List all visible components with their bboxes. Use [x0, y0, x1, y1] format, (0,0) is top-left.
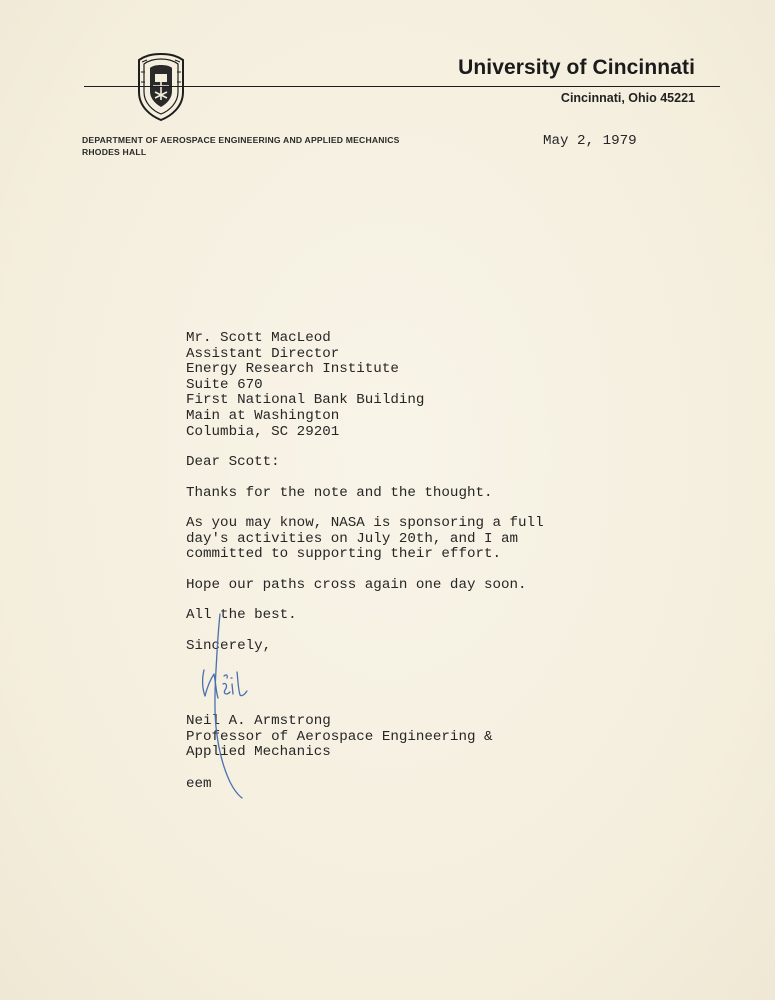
building-name: RHODES HALL — [82, 146, 147, 157]
letter-date: May 2, 1979 — [543, 133, 637, 149]
body-paragraph-2-line-1: As you may know, NASA is sponsoring a full — [186, 515, 544, 531]
typist-initials: eem — [186, 776, 212, 792]
body-paragraph-4: All the best. — [186, 607, 297, 623]
recipient-line: Suite 670 — [186, 376, 263, 393]
recipient-line: Energy Research Institute — [186, 361, 399, 378]
university-name: University of Cincinnati — [458, 56, 695, 79]
letterhead-rule — [84, 86, 720, 87]
body-paragraph-2-line-2: day's activities on July 20th, and I am — [186, 531, 519, 547]
body-paragraph-2-line-3: committed to supporting their effort. — [186, 546, 502, 562]
signer-title-line-2: Applied Mechanics — [186, 744, 331, 761]
department-block — [82, 135, 400, 158]
body-paragraph-3: Hope our paths cross again one day soon. — [186, 577, 527, 593]
recipient-line: First National Bank Building — [186, 392, 425, 409]
recipient-line: Assistant Director — [186, 345, 340, 362]
recipient-line: Mr. Scott MacLeod — [186, 330, 331, 346]
signer-title-line-1: Professor of Aerospace Engineering & — [186, 728, 493, 745]
recipient-address — [186, 331, 424, 440]
recipient-line: Main at Washington — [186, 407, 340, 424]
university-address: Cincinnati, Ohio 45221 — [560, 91, 695, 105]
salutation: Dear Scott: — [186, 454, 280, 470]
department-name: DEPARTMENT OF AEROSPACE ENGINEERING AND APPLIED MECHANICS — [82, 135, 400, 145]
closing: Sincerely, — [186, 638, 272, 654]
university-seal-icon — [133, 52, 189, 122]
signer-name: Neil A. Armstrong — [186, 713, 331, 729]
body-paragraph-1: Thanks for the note and the thought. — [186, 485, 493, 501]
handwritten-signature — [190, 612, 270, 802]
recipient-line: Columbia, SC 29201 — [186, 423, 340, 440]
